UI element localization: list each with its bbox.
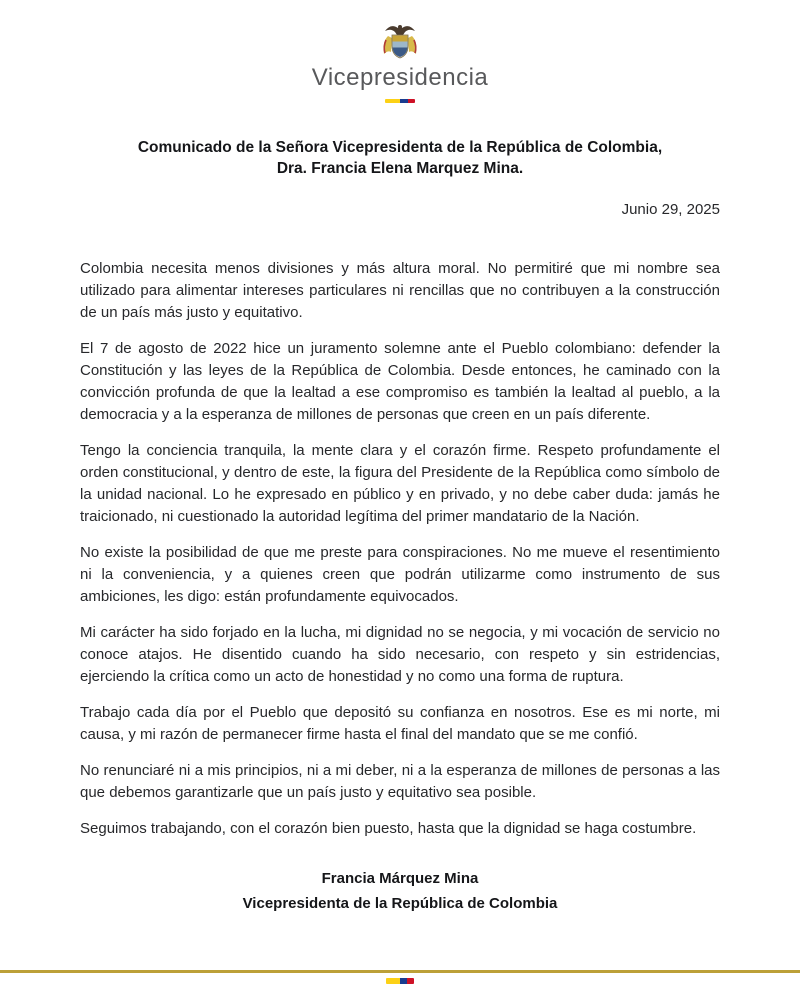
signature-title: Vicepresidenta de la República de Colombia	[242, 895, 558, 912]
document-body	[80, 258, 720, 840]
body-paragraph: Trabajo cada día por el Pueblo que depositó su confianza en nosotros. Ese es mi norte, mi causa, y mi razón de permanecer firme hasta el final del mandato que se me confió.	[80, 704, 720, 743]
vicepresidencia-logo	[0, 0, 800, 103]
page-footer	[0, 970, 800, 1000]
body-paragraph: El 7 de agosto de 2022 hice un juramento solemne ante el Pueblo colombiano: defender la Constitución y las leyes de la República de Colombia. Desde entonces, he caminado con la convicción profunda de que la lealtad a ese compromiso es también la lealtad al pueblo, a la democracia y a la esperanza de millones de personas que creen en un país diferente.	[80, 340, 720, 423]
signature-block	[80, 866, 720, 916]
document-title-line2: Dra. Francia Elena Marquez Mina.	[276, 160, 524, 177]
body-paragraph: Seguimos trabajando, con el corazón bien puesto, hasta que la dignidad se haga costumbre.	[80, 820, 697, 837]
body-paragraph: Tengo la conciencia tranquila, la mente clara y el corazón firme. Respeto profundamente el orden constitucional, y dentro de este, la figura del Presidente de la República como símbolo de la unidad nacional. Lo he expresado en público y en privado, y no debe caber duda: jamás he traicionado, ni cuestionado la autoridad legítima del primer mandatario de la Nación.	[80, 442, 720, 525]
footer-gold-rule	[0, 970, 800, 973]
body-paragraph: Colombia necesita menos divisiones y más altura moral. No permitiré que mi nombre sea utilizado para alimentar intereses particulares ni rencillas que no contribuyen a la construcción de un país más justo y equitativo.	[80, 260, 720, 321]
flag-blue-segment	[400, 99, 408, 103]
footer-colombia-flag-mark	[386, 978, 414, 984]
colombia-flag-divider	[385, 99, 415, 103]
flag-red-segment	[407, 978, 414, 984]
body-paragraph: No renunciaré ni a mis principios, ni a mi deber, ni a la esperanza de millones de personas a las que debemos garantizarle que un país justo y equitativo sea posible.	[80, 762, 720, 801]
document-title-line1: Comunicado de la Señora Vicepresidenta de la República de Colombia,	[137, 139, 663, 156]
flag-red-segment	[408, 99, 416, 103]
communique-document	[0, 137, 800, 916]
brand-wordmark: Vicepresidencia	[311, 64, 489, 91]
body-paragraph: Mi carácter ha sido forjado en la lucha, mi dignidad no se negocia, y mi vocación de servicio no conoce atajos. He disentido cuando ha sido necesario, con respeto y sin estridencias, ejerciendo la crítica como un acto de honestidad y no como una forma de ruptura.	[80, 624, 720, 685]
colombia-coat-of-arms-icon	[380, 22, 420, 64]
flag-yellow-segment	[385, 99, 400, 103]
flag-blue-segment	[400, 978, 407, 984]
document-date: Junio 29, 2025	[621, 201, 720, 218]
document-title	[80, 137, 720, 179]
body-paragraph: No existe la posibilidad de que me preste para conspiraciones. No me mueve el resentimiento ni la conveniencia, y a quienes creen que podrán utilizarme como instrumento de sus ambiciones, les digo: están profundamente equivocados.	[80, 544, 720, 605]
flag-yellow-segment	[386, 978, 400, 984]
signature-name: Francia Márquez Mina	[321, 870, 479, 887]
